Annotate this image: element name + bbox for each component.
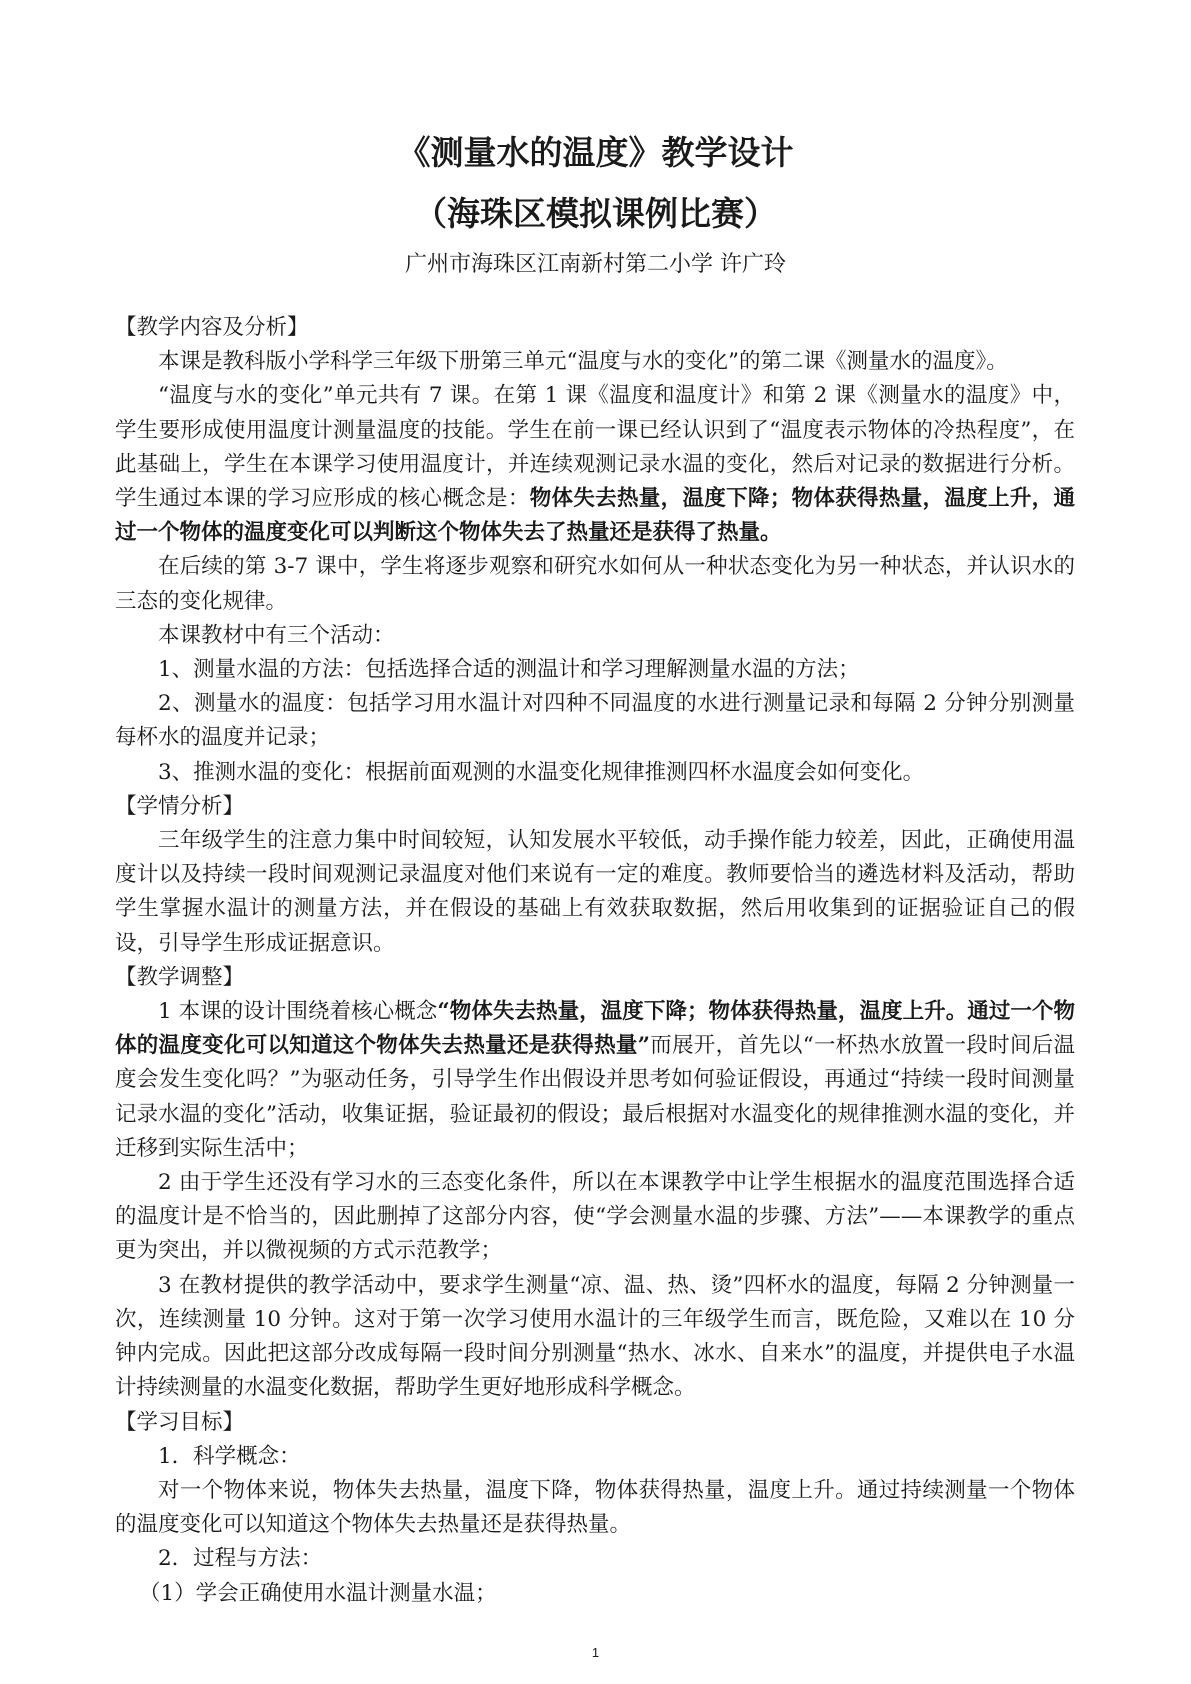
section-heading-learning-goals: 【学习目标】 <box>115 1409 245 1435</box>
paragraph: 本课教材中有三个活动： <box>158 622 395 648</box>
document-title: 《测量水的温度》教学设计 <box>397 133 794 172</box>
paragraph: 对一个物体来说，物体失去热量，温度下降，物体获得热量，温度上升。通过持续测量一个物体的温度变化可以知道这个物体失去热量还是获得热量。 <box>115 1477 1075 1538</box>
goal-label: 2．过程与方法： <box>158 1546 323 1572</box>
goal-item: （1）学会正确使用水温计测量水温； <box>139 1580 497 1606</box>
section-heading-content-analysis: 【教学内容及分析】 <box>115 315 309 340</box>
paragraph: 三年级学生的注意力集中时间较短，认知发展水平较低，动手操作能力较差，因此，正确使用温度计以及持续一段时间观测记录温度对他们来说有一定的难度。教师要恰当的遴选材料及活动，帮助学生掌握水温计的测量方法，并在假设的基础上有效获取数据，然后用收集到的证据验证自己的假设，引导学生形成证据意识。 <box>115 828 1075 956</box>
activity-item: 3、推测水温的变化：根据前面观测的水温变化规律推测四杯水温度会如何变化。 <box>158 759 925 785</box>
paragraph-text: 1 本课的设计围绕着核心概念 <box>158 999 438 1025</box>
section-heading-teaching-adjustment: 【教学调整】 <box>115 964 245 990</box>
paragraph <box>115 995 1075 1166</box>
section-heading-student-analysis: 【学情分析】 <box>115 793 245 819</box>
core-concept-bold: 物体失去热量，温度下降；物体获得热量，温度上升，通过一个物体的温度变化可以判断这个物体失去了热量还是获得了热量。 <box>115 486 1075 546</box>
core-concept-bold: “物体失去热量，温度下降；物体获得热量，温度上升。通过一个物体的温度变化可以知道这个物体失去热量还是获得热量” <box>115 999 1075 1059</box>
activity-item: 1、测量水温的方法：包括选择合适的测温计和学习理解测量水温的方法； <box>158 657 860 683</box>
document-subtitle: （海珠区模拟课例比赛） <box>414 194 777 233</box>
activity-item: 2、测量水的温度：包括学习用水温计对四种不同温度的水进行测量记录和每隔 2 分钟分别测量每杯水的温度并记录； <box>115 691 1075 751</box>
document-body <box>115 311 1075 1611</box>
paragraph-text: “温度与水的变化”单元共有 7 课。在第 1 课《温度和温度计》和第 2 课《测量水的温度》中，学生要形成使用温度计测量温度的技能。学生在前一课已经认识到了“温度表示物体的冷热程度”，在此基础上，学生在本课学习使用温度计，并连续观测记录水温的变化，然后对记录的数据进行分析。学生通过本课的学习应形成的核心概念是： <box>115 383 1075 512</box>
paragraph <box>115 379 1075 550</box>
paragraph: 本课是教科版小学科学三年级下册第三单元“温度与水的变化”的第二课《测量水的温度》。 <box>158 349 1008 375</box>
page-number: 1 <box>591 1645 600 1660</box>
paragraph: 3 在教材提供的教学活动中，要求学生测量“凉、温、热、烫”四杯水的温度，每隔 2 分钟测量一次，连续测量 10 分钟。这对于第一次学习使用水温计的三年级学生而言，既危险，又难以在 10 分钟内完成。因此把这部分改成每隔一段时间分别测量“热水、冰水、自来水”的温度，并提供电子水温计持续测量的水温变化数据，帮助学生更好地形成科学概念。 <box>115 1272 1075 1401</box>
author-line: 广州市海珠区江南新村第二小学 许广玲 <box>405 252 786 277</box>
goal-label: 1．科学概念： <box>158 1443 301 1469</box>
paragraph: 在后续的第 3-7 课中，学生将逐步观察和研究水如何从一种状态变化为另一种状态，并认识水的三态的变化规律。 <box>115 554 1075 614</box>
paragraph: 2 由于学生还没有学习水的三态变化条件，所以在本课教学中让学生根据水的温度范围选择合适的温度计是不恰当的，因此删掉了这部分内容，使“学会测量水温的步骤、方法”——本课教学的重点更为突出，并以微视频的方式示范教学； <box>115 1170 1075 1264</box>
paragraph-text: 而展开，首先以“一杯热水放置一段时间后温度会发生变化吗？”为驱动任务，引导学生作出假设并思考如何验证假设，再通过“持续一段时间测量记录水温的变化”活动，收集证据，验证最初的假设；最后根据对水温变化的规律推测水温的变化，并迁移到实际生活中； <box>115 1033 1075 1161</box>
